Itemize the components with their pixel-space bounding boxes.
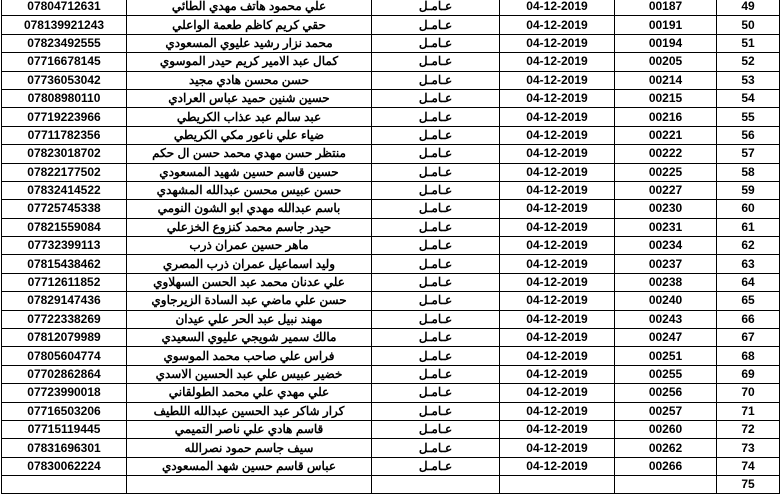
row-number-cell[interactable]: 74 xyxy=(717,457,780,475)
table-row xyxy=(2,126,780,144)
phone-cell[interactable]: 07804712631 xyxy=(2,0,127,16)
code-cell[interactable]: 00194 xyxy=(615,34,717,52)
code-cell[interactable]: 00222 xyxy=(615,145,717,163)
role-cell[interactable]: عـامـل xyxy=(372,53,500,71)
phone-cell[interactable]: 07711782356 xyxy=(2,126,127,144)
row-number-cell[interactable]: 66 xyxy=(717,310,780,328)
date-cell[interactable]: 04-12-2019 xyxy=(500,200,615,218)
role-cell[interactable]: عـامـل xyxy=(372,365,500,383)
name-cell[interactable]: خضير عبيس علي عبد الحسين الاسدي xyxy=(127,365,372,383)
table-row xyxy=(2,457,780,475)
row-number-cell[interactable]: 65 xyxy=(717,292,780,310)
table-row xyxy=(2,310,780,328)
date-cell[interactable]: 04-12-2019 xyxy=(500,145,615,163)
row-number-cell[interactable]: 53 xyxy=(717,71,780,89)
role-cell[interactable]: عـامـل xyxy=(372,420,500,438)
role-cell[interactable]: عـامـل xyxy=(372,273,500,291)
row-number-cell[interactable]: 50 xyxy=(717,16,780,34)
phone-cell[interactable]: 07715119445 xyxy=(2,420,127,438)
row-number-cell[interactable]: 64 xyxy=(717,273,780,291)
table-row xyxy=(2,218,780,236)
phone-cell[interactable]: 07808980110 xyxy=(2,89,127,107)
employee-table-body xyxy=(2,0,780,494)
name-cell[interactable]: حسن علي ماضي عبد السادة الزيرجاوي xyxy=(127,292,372,310)
phone-cell[interactable]: 07830062224 xyxy=(2,457,127,475)
phone-cell[interactable]: 07719223966 xyxy=(2,108,127,126)
code-cell[interactable]: 00187 xyxy=(615,0,717,16)
role-cell[interactable]: عـامـل xyxy=(372,71,500,89)
date-cell[interactable]: 04-12-2019 xyxy=(500,53,615,71)
row-number-cell[interactable]: 59 xyxy=(717,181,780,199)
name-cell[interactable]: باسم عبدالله مهدي ابو الشون النومي xyxy=(127,200,372,218)
phone-cell[interactable]: 07821559084 xyxy=(2,218,127,236)
date-cell[interactable]: 04-12-2019 xyxy=(500,255,615,273)
table-row xyxy=(2,34,780,52)
row-number-cell[interactable]: 69 xyxy=(717,365,780,383)
role-cell[interactable]: عـامـل xyxy=(372,347,500,365)
code-cell[interactable]: 00230 xyxy=(615,200,717,218)
code-cell[interactable]: 00260 xyxy=(615,420,717,438)
role-cell[interactable]: عـامـل xyxy=(372,255,500,273)
name-cell[interactable]: محمد نزار رشيد عليوي المسعودي xyxy=(127,34,372,52)
date-cell[interactable]: 04-12-2019 xyxy=(500,329,615,347)
name-cell[interactable]: ضياء علي ناعور مكي الكريطي xyxy=(127,126,372,144)
phone-cell[interactable]: 07722338269 xyxy=(2,310,127,328)
role-cell[interactable]: عـامـل xyxy=(372,218,500,236)
name-cell[interactable]: فراس علي صاحب محمد الموسوي xyxy=(127,347,372,365)
date-cell[interactable]: 04-12-2019 xyxy=(500,402,615,420)
code-cell[interactable]: 00240 xyxy=(615,292,717,310)
phone-cell[interactable] xyxy=(2,476,127,494)
phone-cell[interactable]: 07712611852 xyxy=(2,273,127,291)
name-cell[interactable]: عبد سالم عبد عذاب الكريطي xyxy=(127,108,372,126)
date-cell[interactable]: 04-12-2019 xyxy=(500,0,615,16)
table-row xyxy=(2,329,780,347)
date-cell[interactable]: 04-12-2019 xyxy=(500,365,615,383)
date-cell[interactable]: 04-12-2019 xyxy=(500,420,615,438)
phone-cell[interactable]: 07732399113 xyxy=(2,237,127,255)
code-cell[interactable]: 00205 xyxy=(615,53,717,71)
code-cell[interactable]: 00256 xyxy=(615,384,717,402)
table-row xyxy=(2,365,780,383)
code-cell[interactable]: 00243 xyxy=(615,310,717,328)
code-cell[interactable]: 00238 xyxy=(615,273,717,291)
code-cell[interactable] xyxy=(615,476,717,494)
row-number-cell[interactable]: 61 xyxy=(717,218,780,236)
table-row xyxy=(2,255,780,273)
phone-cell[interactable]: 07823492555 xyxy=(2,34,127,52)
table-row xyxy=(2,476,780,494)
date-cell[interactable]: 04-12-2019 xyxy=(500,34,615,52)
table-row xyxy=(2,0,780,16)
code-cell[interactable]: 00231 xyxy=(615,218,717,236)
date-cell[interactable]: 04-12-2019 xyxy=(500,237,615,255)
role-cell[interactable]: عـامـل xyxy=(372,89,500,107)
phone-cell[interactable]: 078139921243 xyxy=(2,16,127,34)
code-cell[interactable]: 00255 xyxy=(615,365,717,383)
name-cell[interactable]: علي محمود هاتف مهدي الطائي xyxy=(127,0,372,16)
phone-cell[interactable]: 07815438462 xyxy=(2,255,127,273)
code-cell[interactable]: 00237 xyxy=(615,255,717,273)
date-cell[interactable]: 04-12-2019 xyxy=(500,384,615,402)
name-cell[interactable]: منتظر حسن مهدي محمد حسن ال حكم xyxy=(127,145,372,163)
phone-cell[interactable]: 07831696301 xyxy=(2,439,127,457)
name-cell[interactable]: علي مهدي علي محمد الطولقاني xyxy=(127,384,372,402)
date-cell[interactable]: 04-12-2019 xyxy=(500,163,615,181)
role-cell[interactable]: عـامـل xyxy=(372,457,500,475)
table-row xyxy=(2,439,780,457)
row-number-cell[interactable]: 68 xyxy=(717,347,780,365)
name-cell[interactable]: كرار شاكر عبد الحسين عبدالله اللطيف xyxy=(127,402,372,420)
name-cell[interactable]: سيف جاسم حمود نصرالله xyxy=(127,439,372,457)
role-cell[interactable]: عـامـل xyxy=(372,163,500,181)
row-number-cell[interactable]: 54 xyxy=(717,89,780,107)
row-number-cell[interactable]: 63 xyxy=(717,255,780,273)
role-cell[interactable]: عـامـل xyxy=(372,384,500,402)
table-row xyxy=(2,71,780,89)
role-cell[interactable] xyxy=(372,476,500,494)
phone-cell[interactable]: 07736053042 xyxy=(2,71,127,89)
role-cell[interactable]: عـامـل xyxy=(372,402,500,420)
phone-cell[interactable]: 07829147436 xyxy=(2,292,127,310)
row-number-cell[interactable]: 58 xyxy=(717,163,780,181)
date-cell[interactable]: 04-12-2019 xyxy=(500,292,615,310)
phone-cell[interactable]: 07823018702 xyxy=(2,145,127,163)
phone-cell[interactable]: 07832414522 xyxy=(2,181,127,199)
code-cell[interactable]: 00247 xyxy=(615,329,717,347)
table-row xyxy=(2,273,780,291)
table-row xyxy=(2,53,780,71)
row-number-cell[interactable]: 62 xyxy=(717,237,780,255)
role-cell[interactable]: عـامـل xyxy=(372,126,500,144)
code-cell[interactable]: 00234 xyxy=(615,237,717,255)
role-cell[interactable]: عـامـل xyxy=(372,108,500,126)
row-number-cell[interactable]: 55 xyxy=(717,108,780,126)
table-row xyxy=(2,402,780,420)
name-cell[interactable]: ماهر حسين عمران ذرب xyxy=(127,237,372,255)
role-cell[interactable]: عـامـل xyxy=(372,439,500,457)
name-cell[interactable]: حسين شنين حميد عباس العرادي xyxy=(127,89,372,107)
phone-cell[interactable]: 07723990018 xyxy=(2,384,127,402)
table-row xyxy=(2,237,780,255)
employee-table xyxy=(1,0,780,494)
code-cell[interactable]: 00221 xyxy=(615,126,717,144)
date-cell[interactable]: 04-12-2019 xyxy=(500,310,615,328)
row-number-cell[interactable]: 60 xyxy=(717,200,780,218)
table-row xyxy=(2,16,780,34)
row-number-cell[interactable]: 73 xyxy=(717,439,780,457)
role-cell[interactable]: عـامـل xyxy=(372,34,500,52)
code-cell[interactable]: 00266 xyxy=(615,457,717,475)
row-number-cell[interactable]: 71 xyxy=(717,402,780,420)
name-cell[interactable] xyxy=(127,476,372,494)
row-number-cell[interactable]: 51 xyxy=(717,34,780,52)
table-row xyxy=(2,108,780,126)
phone-cell[interactable]: 07805604774 xyxy=(2,347,127,365)
code-cell[interactable]: 00262 xyxy=(615,439,717,457)
phone-cell[interactable]: 07716503206 xyxy=(2,402,127,420)
name-cell[interactable]: وليد اسماعيل عمران ذرب المصري xyxy=(127,255,372,273)
code-cell[interactable]: 00191 xyxy=(615,16,717,34)
role-cell[interactable]: عـامـل xyxy=(372,181,500,199)
name-cell[interactable]: حسين قاسم حسين شهيد المسعودي xyxy=(127,163,372,181)
code-cell[interactable]: 00225 xyxy=(615,163,717,181)
phone-cell[interactable]: 07716678145 xyxy=(2,53,127,71)
row-number-cell[interactable]: 70 xyxy=(717,384,780,402)
date-cell[interactable]: 04-12-2019 xyxy=(500,181,615,199)
code-cell[interactable]: 00214 xyxy=(615,71,717,89)
date-cell[interactable]: 04-12-2019 xyxy=(500,347,615,365)
name-cell[interactable]: حيدر جاسم محمد كنزوع الخزعلي xyxy=(127,218,372,236)
name-cell[interactable]: عباس قاسم حسين شهد المسعودي xyxy=(127,457,372,475)
date-cell[interactable]: 04-12-2019 xyxy=(500,16,615,34)
role-cell[interactable]: عـامـل xyxy=(372,329,500,347)
table-row xyxy=(2,200,780,218)
name-cell[interactable]: كمال عبد الامير كريم حيدر الموسوي xyxy=(127,53,372,71)
table-row xyxy=(2,145,780,163)
table-row xyxy=(2,181,780,199)
code-cell[interactable]: 00216 xyxy=(615,108,717,126)
row-number-cell[interactable]: 49 xyxy=(717,0,780,16)
name-cell[interactable]: حسن عبيس محسن عبدالله المشهدي xyxy=(127,181,372,199)
row-number-cell[interactable]: 52 xyxy=(717,53,780,71)
name-cell[interactable]: مهند نبيل عبد الحر علي عيدان xyxy=(127,310,372,328)
role-cell[interactable]: عـامـل xyxy=(372,16,500,34)
table-row xyxy=(2,384,780,402)
code-cell[interactable]: 00251 xyxy=(615,347,717,365)
name-cell[interactable]: قاسم هادي علي ناصر التميمي xyxy=(127,420,372,438)
role-cell[interactable]: عـامـل xyxy=(372,0,500,16)
table-row xyxy=(2,163,780,181)
phone-cell[interactable]: 07702862864 xyxy=(2,365,127,383)
name-cell[interactable]: حسن محسن هادي مجيد xyxy=(127,71,372,89)
name-cell[interactable]: حقي كريم كاظم طعمة الواعلي xyxy=(127,16,372,34)
role-cell[interactable]: عـامـل xyxy=(372,292,500,310)
row-number-cell[interactable]: 56 xyxy=(717,126,780,144)
role-cell[interactable]: عـامـل xyxy=(372,145,500,163)
date-cell[interactable] xyxy=(500,476,615,494)
date-cell[interactable]: 04-12-2019 xyxy=(500,218,615,236)
date-cell[interactable]: 04-12-2019 xyxy=(500,273,615,291)
row-number-cell[interactable]: 57 xyxy=(717,145,780,163)
date-cell[interactable]: 04-12-2019 xyxy=(500,439,615,457)
date-cell[interactable]: 04-12-2019 xyxy=(500,126,615,144)
row-number-cell[interactable]: 72 xyxy=(717,420,780,438)
code-cell[interactable]: 00215 xyxy=(615,89,717,107)
date-cell[interactable]: 04-12-2019 xyxy=(500,457,615,475)
phone-cell[interactable]: 07725745338 xyxy=(2,200,127,218)
date-cell[interactable]: 04-12-2019 xyxy=(500,71,615,89)
table-row xyxy=(2,292,780,310)
row-number-cell[interactable]: 75 xyxy=(717,476,780,494)
role-cell[interactable]: عـامـل xyxy=(372,237,500,255)
phone-cell[interactable]: 07812079989 xyxy=(2,329,127,347)
name-cell[interactable]: علي عدنان محمد عبد الحسن السهلاوي xyxy=(127,273,372,291)
table-row xyxy=(2,347,780,365)
name-cell[interactable]: مالك سمير شويجي عليوي السعيدي xyxy=(127,329,372,347)
row-number-cell[interactable]: 67 xyxy=(717,329,780,347)
phone-cell[interactable]: 07822177502 xyxy=(2,163,127,181)
role-cell[interactable]: عـامـل xyxy=(372,310,500,328)
code-cell[interactable]: 00257 xyxy=(615,402,717,420)
code-cell[interactable]: 00227 xyxy=(615,181,717,199)
date-cell[interactable]: 04-12-2019 xyxy=(500,108,615,126)
role-cell[interactable]: عـامـل xyxy=(372,200,500,218)
table-row xyxy=(2,420,780,438)
date-cell[interactable]: 04-12-2019 xyxy=(500,89,615,107)
table-row xyxy=(2,89,780,107)
